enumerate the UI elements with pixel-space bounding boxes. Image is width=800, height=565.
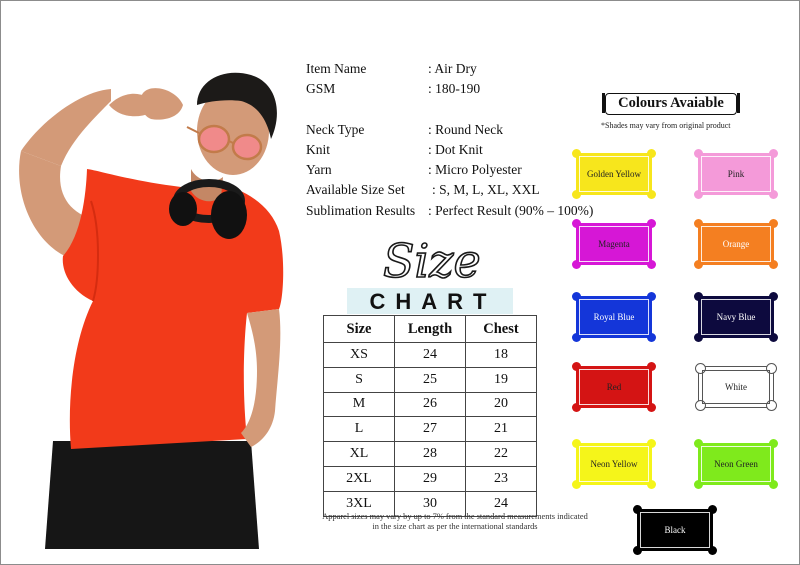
swatch-neon-yellow <box>576 443 652 485</box>
table-row <box>324 343 537 368</box>
swatch-golden-yellow <box>576 153 652 195</box>
size-cell: XL <box>324 442 395 467</box>
spec-label: GSM <box>306 81 336 97</box>
length-cell: 27 <box>395 417 466 442</box>
spec-item-name <box>306 59 626 79</box>
size-cell: 2XL <box>324 466 395 491</box>
length-cell: 29 <box>395 466 466 491</box>
spec-label: Neck Type <box>306 121 365 137</box>
swatch-label: White <box>725 382 747 392</box>
size-chart-note: Apparel sizes may vary by up to 7% from the standard measurements indicated in the size chart as per the international standards <box>322 512 588 531</box>
table-row <box>324 442 537 467</box>
swatch-label: Neon Yellow <box>590 459 638 469</box>
spec-value: : Micro Polyester <box>428 162 522 178</box>
swatch-label: Red <box>606 382 622 392</box>
spec-sublimation <box>306 201 626 221</box>
swatch-label: Pink <box>727 169 745 179</box>
swatch-navy-blue <box>698 296 774 338</box>
table-row <box>324 392 537 417</box>
colours-note: *Shades may vary from original product <box>601 121 731 130</box>
length-cell: 26 <box>395 392 466 417</box>
size-cell: XS <box>324 343 395 368</box>
swatch-label: Neon Green <box>714 459 758 469</box>
spec-neck-type <box>306 120 626 140</box>
swatch-label: Orange <box>722 239 750 249</box>
swatch-royal-blue <box>576 296 652 338</box>
length-cell: 30 <box>395 491 466 516</box>
size-cell: M <box>324 392 395 417</box>
table-row <box>324 466 537 491</box>
column-header-chest: Chest <box>466 316 537 343</box>
column-header-length: Length <box>395 316 466 343</box>
length-cell: 25 <box>395 367 466 392</box>
swatch-label: Royal Blue <box>593 312 635 322</box>
chest-cell: 24 <box>466 491 537 516</box>
spec-label: Available Size Set <box>306 182 405 198</box>
size-cell: L <box>324 417 395 442</box>
chest-cell: 20 <box>466 392 537 417</box>
size-chart-table <box>323 315 537 517</box>
swatch-red <box>576 366 652 408</box>
chest-cell: 22 <box>466 442 537 467</box>
spec-value: : Round Neck <box>428 121 503 137</box>
model-photo <box>1 1 301 564</box>
length-cell: 28 <box>395 442 466 467</box>
swatch-orange <box>698 223 774 265</box>
length-cell: 24 <box>395 343 466 368</box>
table-header-row <box>324 316 537 343</box>
swatch-white <box>698 366 774 408</box>
size-script-text: Size <box>383 234 481 288</box>
spec-label: Sublimation Results <box>306 202 416 218</box>
spec-label: Knit <box>306 141 331 157</box>
spec-gsm <box>306 79 626 99</box>
chest-cell: 21 <box>466 417 537 442</box>
table-row <box>324 367 537 392</box>
spec-value: : Air Dry <box>428 61 477 76</box>
spec-value: : Dot Knit <box>428 141 483 157</box>
spec-label: Item Name <box>306 61 367 76</box>
swatch-label: Black <box>664 525 686 535</box>
spec-value: : 180-190 <box>428 81 481 97</box>
chest-cell: 18 <box>466 343 537 368</box>
spec-value: : S, M, L, XL, XXL <box>432 182 540 198</box>
size-cell: 3XL <box>324 491 395 516</box>
chest-cell: 19 <box>466 367 537 392</box>
colours-title: Colours Avaiable <box>605 93 737 115</box>
swatch-neon-green <box>698 443 774 485</box>
swatch-label: Golden Yellow <box>586 169 641 179</box>
column-header-size: Size <box>324 316 395 343</box>
spec-value: : Perfect Result (90% – 100%) <box>428 202 594 218</box>
size-script-heading <box>377 227 487 295</box>
table-row <box>324 417 537 442</box>
swatch-pink <box>698 153 774 195</box>
swatch-label: Magenta <box>598 239 630 249</box>
chest-cell: 23 <box>466 466 537 491</box>
swatch-label: Navy Blue <box>716 312 756 322</box>
spec-label: Yarn <box>306 162 332 178</box>
size-chart-title: CHART <box>347 288 513 314</box>
swatch-black <box>637 509 713 551</box>
size-cell: S <box>324 367 395 392</box>
swatch-magenta <box>576 223 652 265</box>
